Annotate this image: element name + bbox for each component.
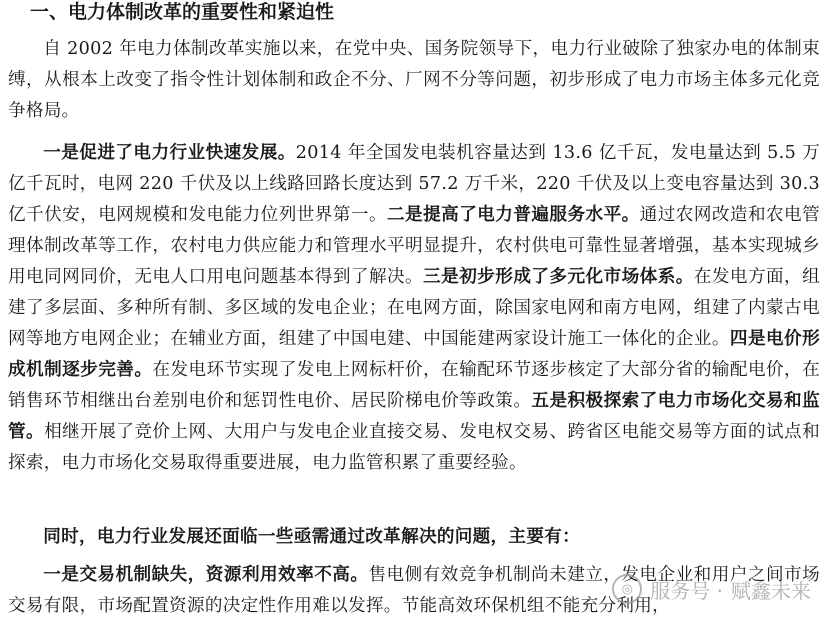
achievement-1-text: 2014 年全国发电装机容量达到 13.6 亿千瓦，发电量达到 5.5 万亿千瓦时，电网 220 千伏及以上线路回路长度达到 57.2 万千米，220 千伏及以上变电容量达到 30.3 亿千伏安，电网规模和发电能力位列世界第一。 — [8, 143, 820, 225]
achievement-5-heading: 五是积极探索了电力市场化交易和监管。 — [8, 391, 820, 442]
brand-logo-icon: ◎ — [612, 574, 642, 604]
achievement-5-text: 相继开展了竞价上网、大用户与发电企业直接交易、发电权交易、跨省区电能交易等方面的试点和探索，电力市场化交易取得重要进展，电力监管积累了重要经验。 — [8, 422, 821, 473]
achievement-1-heading: 一是促进了电力行业快速发展。 — [43, 143, 296, 163]
watermark-prefix: 服务号 · — [650, 578, 723, 603]
achievement-4-heading: 四是电价形成机制逐步完善。 — [8, 329, 820, 380]
section-heading: 一、电力体制改革的重要性和紧迫性 — [30, 1, 335, 23]
achievement-3-heading: 三是初步形成了多元化市场体系。 — [423, 267, 694, 287]
achievement-3-text: 在发电方面，组建了多层面、多种所有制、多区域的发电企业；在电网方面，除国家电网和南方电网，组建了内蒙古电网等地方电网企业；在辅业方面，组建了中国电建、中国能建两家设计施工一体化的企业。 — [8, 267, 820, 349]
watermark-name: 赋鑫未来 — [731, 578, 811, 603]
problems-intro-text: 同时，电力行业发展还面临一些亟需通过改革解决的问题，主要有： — [43, 527, 581, 547]
achievement-4-text: 在发电环节实现了发电上网标杆价，在输配环节逐步核定了大部分省的输配电价，在销售环节相继出台差别电价和惩罚性电价、居民阶梯电价等政策。 — [8, 360, 820, 411]
paragraph-problems-intro — [8, 522, 820, 553]
achievement-2-heading: 二是提高了电力普遍服务水平。 — [387, 205, 640, 225]
problem-1-text: 售电侧有效竞争机制尚未建立，发电企业和用户之间市场交易有限，市场配置资源的决定性作用难以发挥。节能高效环保机组不能充分利用， — [8, 565, 820, 616]
achievement-2-text: 通过农网改造和农电管理体制改革等工作，农村电力供应能力和管理水平明显提升，农村供电可靠性显著增强，基本实现城乡用电同网同价，无电人口用电问题基本得到了解决。 — [8, 205, 820, 287]
problem-1-heading: 一是交易机制缺失，资源利用效率不高。 — [43, 565, 369, 585]
paragraph-achievements — [8, 138, 820, 479]
paragraph-intro: 自 2002 年电力体制改革实施以来，在党中央、国务院领导下，电力行业破除了独家办电的体制束缚，从根本上改变了指令性计划体制和政企不分、厂网不分等问题，初步形成了电力市场主体多元化竞争格局。 — [8, 39, 820, 121]
paragraph-problem-1 — [8, 560, 820, 622]
